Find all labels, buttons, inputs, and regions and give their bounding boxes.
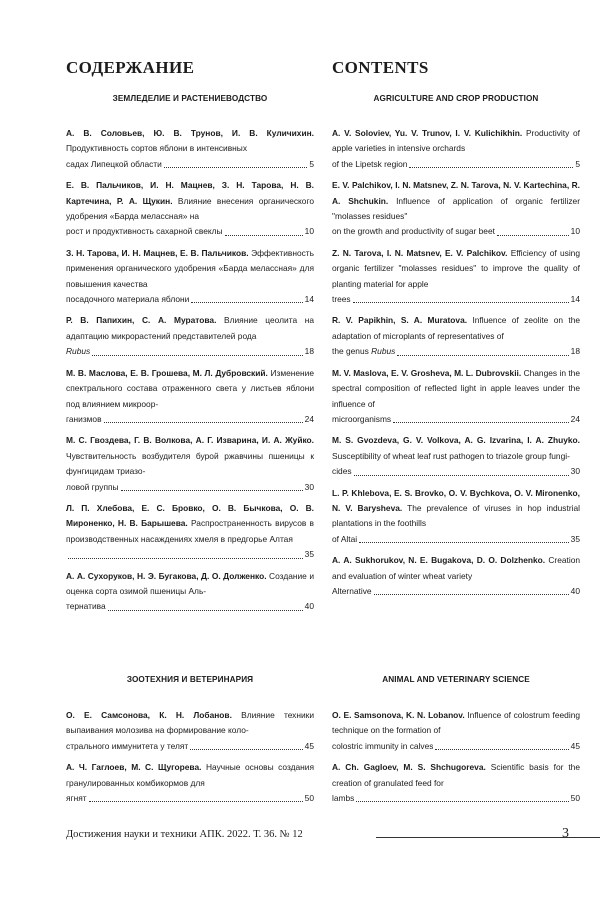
dot-leader [164, 167, 308, 168]
entry-page-number: 24 [570, 413, 580, 424]
contents-heading-ru: СОДЕРЖАНИЕ [66, 58, 195, 77]
toc-entry [66, 760, 314, 806]
page-footer [66, 829, 586, 845]
entry-page-line [332, 157, 580, 172]
entry-page-number: 5 [575, 158, 580, 169]
entry-page-number: 45 [304, 740, 314, 751]
toc-entry [66, 366, 314, 428]
dot-leader [393, 422, 569, 423]
toc-entry [66, 708, 314, 754]
entry-authors: А. А. Сухоруков, Н. Э. Бугакова, Д. О. Долженко. [66, 570, 267, 581]
dot-leader [497, 235, 569, 236]
entry-page-line [332, 344, 580, 359]
dot-leader [409, 167, 573, 168]
entry-authors: A. A. Sukhorukov, N. E. Bugakova, D. O. Dolzhenko. [332, 555, 546, 566]
entry-page-number: 50 [304, 793, 314, 804]
toc-entry [332, 553, 580, 599]
dot-leader [225, 235, 303, 236]
entry-page-line [66, 739, 314, 754]
entry-title-tail: садах Липецкой области [66, 158, 162, 169]
entry-page-line [66, 344, 314, 359]
entry-title: Создание и оценка сорта озимой пшеницы Аль- [66, 570, 314, 596]
entry-page-line [66, 480, 314, 495]
toc-entry [66, 178, 314, 240]
entry-page-line [66, 791, 314, 806]
entry-title: Productivity of apple varieties in intensive orchards [332, 128, 581, 154]
entry-page-number: 5 [309, 158, 314, 169]
entry-title-tail: of Altai [332, 533, 358, 544]
dot-leader [68, 558, 303, 559]
entry-title: Creation and evaluation of winter wheat variety [332, 555, 581, 581]
entry-authors: O. E. Samsonova, K. N. Lobanov. [332, 710, 465, 720]
toc-entry [332, 313, 580, 359]
entry-authors: A. Ch. Gagloev, M. S. Shchugoreva. [332, 762, 486, 773]
entry-title-tail: of the Lipetsk region [332, 158, 408, 169]
toc-entry [332, 433, 580, 479]
dot-leader [354, 475, 569, 476]
entry-page-line [332, 739, 580, 754]
entry-authors: З. Н. Тарова, И. Н. Мацнев, Е. В. Пальчиков. [66, 247, 249, 258]
dot-leader [397, 355, 568, 356]
dot-leader [104, 422, 303, 423]
entry-title-tail: посадочного материала яблони [66, 294, 190, 305]
entry-authors: О. Е. Самсонова, К. Н. Лобанов. [66, 710, 232, 720]
entry-authors: А. В. Соловьев, Ю. В. Трунов, И. В. Куличихин. [66, 128, 314, 138]
entry-page-number: 18 [570, 346, 580, 357]
dot-leader [92, 355, 302, 356]
entry-title-tail: стрального иммунитета у телят [66, 740, 189, 751]
entry-page-number: 50 [570, 793, 580, 804]
dot-leader [374, 594, 569, 595]
entry-authors: Р. В. Папихин, С. А. Муратова. [66, 315, 217, 326]
contents-heading-en: CONTENTS [332, 58, 429, 77]
entry-page-line [66, 292, 314, 307]
entry-title: Influence of colostrum feeding technique on the formation of [332, 710, 581, 736]
entries-animal-ru [66, 708, 314, 812]
dot-leader [191, 302, 302, 303]
entry-page-number: 35 [304, 549, 314, 560]
entry-title: Чувствительность возбудителя бурой ржавчины пшеницы к фунгицидам триазо- [66, 450, 314, 477]
toc-entry [332, 246, 580, 308]
entries-crop-en [332, 126, 580, 605]
entry-title-tail: Rubus [66, 346, 91, 357]
entry-title: Научные основы создания гранулированных комбикормов для [66, 762, 315, 788]
entry-title-tail: microorganisms [332, 413, 392, 424]
entry-authors: A. V. Soloviev, Yu. V. Trunov, I. V. Kulichikhin. [332, 128, 523, 138]
entry-title-tail: ягнят [66, 793, 87, 804]
entry-page-line [332, 584, 580, 599]
entry-title: Influence of zeolite on the adaptation of microplants of representatives of [332, 315, 581, 341]
entry-title-tail: Alternative [332, 585, 372, 596]
entry-title: Changes in the spectral composition of reflected light in apple leaves under the influence of [332, 367, 580, 409]
entry-authors: М. В. Маслова, Е. В. Грошева, М. Л. Дубровский. [66, 367, 268, 378]
entry-authors: L. P. Khlebova, E. S. Brovko, O. V. Bychkova, O. V. Mironenko, N. V. Barysheva. [332, 487, 580, 513]
entry-authors: Z. N. Tarova, I. N. Matsnev, E. V. Palchikov. [332, 247, 508, 258]
toc-entry [332, 126, 580, 172]
dot-leader [356, 801, 568, 802]
entry-title-tail: lambs [332, 793, 355, 804]
page-number: 3 [562, 826, 569, 841]
dot-leader [435, 749, 568, 750]
entries-crop-ru [66, 126, 314, 621]
section-title-crop-en: AGRICULTURE AND CROP PRODUCTION [373, 94, 539, 103]
entry-page-line [332, 791, 580, 806]
entry-page-line [66, 547, 314, 562]
entry-page-line [66, 224, 314, 239]
toc-entry [332, 486, 580, 548]
entry-title-tail: рост и продуктивность сахарной свеклы [66, 226, 223, 237]
entry-page-line [332, 292, 580, 307]
entry-page-number: 10 [570, 226, 580, 237]
entries-animal-en [332, 708, 580, 812]
entry-authors: М. С. Гвоздева, Г. В. Волкова, А. Г. Изварина, И. А. Жуйко. [66, 435, 314, 446]
entry-page-number: 10 [304, 226, 314, 237]
entry-page-number: 30 [304, 481, 314, 492]
entry-page-line [332, 412, 580, 427]
toc-entry [66, 246, 314, 308]
dot-leader [353, 302, 569, 303]
dot-leader [359, 542, 569, 543]
entry-title: Влияние внесения органического удобрения «Барда мелассная» на [66, 195, 314, 222]
dot-leader [89, 801, 303, 802]
entry-page-number: 24 [304, 413, 314, 424]
entry-title-tail: the genus Rubus [332, 346, 396, 357]
toc-entry [66, 126, 314, 172]
entry-title-tail: trees [332, 294, 351, 305]
toc-entry [332, 708, 580, 754]
toc-entry [332, 760, 580, 806]
entry-authors: E. V. Palchikov, I. N. Matsnev, Z. N. Tarova, N. V. Kartechina, R. A. Shchukin. [332, 180, 580, 206]
entry-title: Влияние цеолита на адаптацию микрорастений представителей рода [66, 315, 315, 341]
entry-title-tail: on the growth and productivity of sugar beet [332, 226, 495, 237]
entry-title: Продуктивность сортов яблони в интенсивных [66, 143, 248, 154]
toc-entry [66, 313, 314, 359]
entry-title: The prevalence of viruses in hop industrial plantations in the foothills [332, 502, 580, 529]
entry-authors: Е. В. Пальчиков, И. Н. Мацнев, З. Н. Тарова, Н. В. Картечина, Р. А. Щукин. [66, 180, 314, 206]
entry-title-tail: colostric immunity in calves [332, 740, 434, 751]
entry-page-line [332, 532, 580, 547]
entry-page-number: 14 [304, 294, 314, 305]
entry-title: Эффективность применения органического удобрения «Барда мелассная» для повышения качества [66, 247, 314, 289]
entry-page-line [66, 599, 314, 614]
entry-authors: Л. П. Хлебова, Е. С. Бровко, О. В. Бычкова, О. В. Мироненко, Н. В. Барышева. [66, 502, 314, 529]
dot-leader [108, 610, 303, 611]
toc-entry [66, 433, 314, 495]
toc-entry [66, 569, 314, 615]
entry-title: Изменение спектрального состава отраженного света у листьев яблони под влиянием микроор- [66, 367, 315, 409]
toc-entry [66, 501, 314, 563]
entry-page-number: 30 [570, 466, 580, 477]
entry-page-number: 35 [570, 533, 580, 544]
section-title-crop-ru: ЗЕМЛЕДЕЛИЕ И РАСТЕНИЕВОДСТВО [112, 94, 268, 103]
entry-page-number: 40 [304, 601, 314, 612]
entry-authors: M. S. Gvozdeva, G. V. Volkova, A. G. Izvarina, I. A. Zhuyko. [332, 435, 580, 446]
entry-page-line [332, 464, 580, 479]
section-title-animal-ru: ЗООТЕХНИЯ И ВЕТЕРИНАРИЯ [126, 675, 254, 684]
entry-page-line [332, 224, 580, 239]
entry-title-tail: cides [332, 466, 352, 477]
journal-citation: Достижения науки и техники АПК. 2022. Т. 36. № 12 [66, 829, 303, 840]
entry-page-number: 40 [570, 585, 580, 596]
entry-authors: R. V. Papikhin, S. A. Muratova. [332, 315, 468, 326]
entry-title: Распространенность вирусов в производственных насаждениях хмеля в предгорье Алтая [66, 518, 315, 544]
entry-authors: M. V. Maslova, E. V. Grosheva, M. L. Dubrovskii. [332, 367, 522, 378]
entry-page-number: 14 [570, 294, 580, 305]
toc-entry [332, 178, 580, 240]
entry-title: Influence of application of organic fertilizer "molasses residues" [332, 195, 580, 222]
entry-title-tail: ганизмов [66, 413, 102, 424]
entry-title-tail: ловой группы [66, 481, 119, 492]
entry-page-number: 45 [570, 740, 580, 751]
entry-title: Scientific basis for the creation of granulated feed for [332, 762, 580, 788]
entry-title: Efficiency of using organic fertilizer "molasses residues" to improve the quality of planting material for apple [332, 247, 580, 289]
dot-leader [121, 490, 303, 491]
entry-title: Влияние техники выпаивания молозива на формирование коло- [66, 710, 315, 736]
entry-page-line [66, 412, 314, 427]
entry-page-line [66, 157, 314, 172]
entry-page-number: 18 [304, 346, 314, 357]
dot-leader [190, 749, 302, 750]
section-title-animal-en: ANIMAL AND VETERINARY SCIENCE [382, 675, 530, 684]
entry-title: Susceptibility of wheat leaf rust pathogen to triazole group fungi- [332, 450, 570, 461]
entry-title-tail: тернатива [66, 601, 106, 612]
toc-entry [332, 366, 580, 428]
entry-authors: А. Ч. Гаглоев, М. С. Щугорева. [66, 762, 202, 773]
